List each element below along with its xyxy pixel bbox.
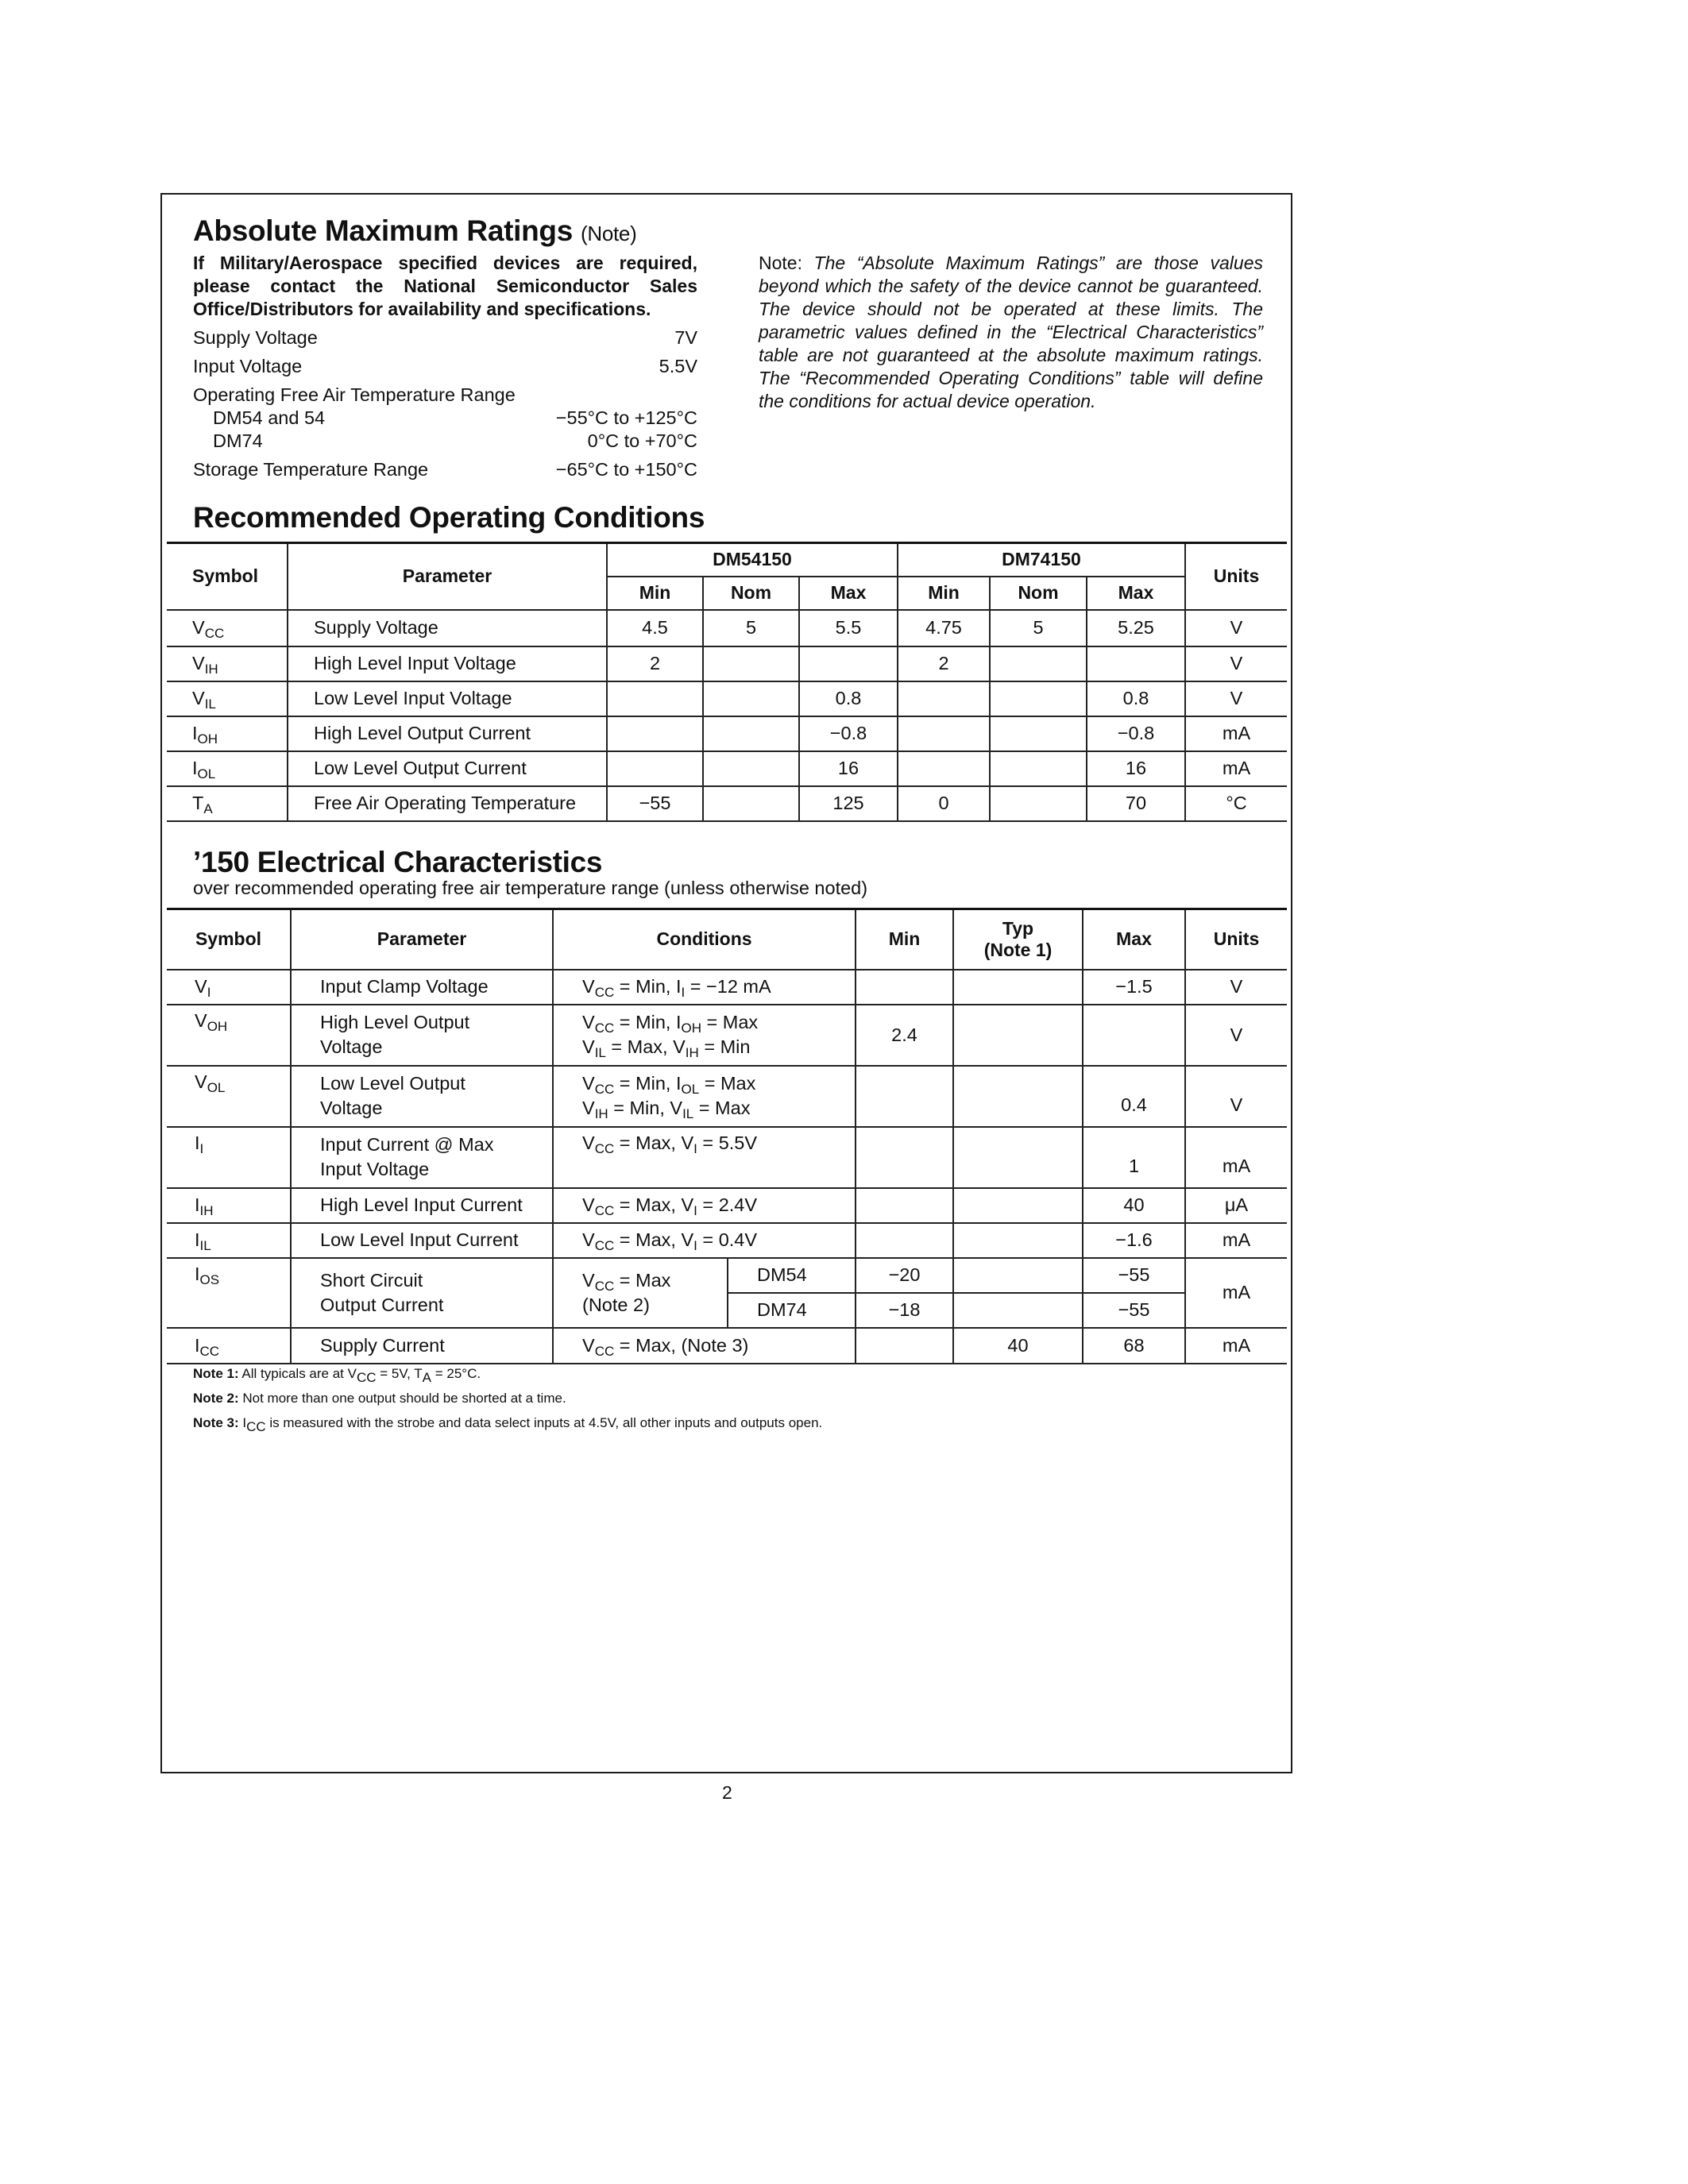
ec-typ [953,1066,1083,1127]
roc-dm74-max: 16 [1087,751,1185,786]
ec-row-voh [167,1005,1287,1066]
roc-header-symbol: Symbol [167,543,288,610]
ec-parameter: Input Current @ Max Input Voltage [291,1127,553,1188]
roc-title: Recommended Operating Conditions [193,501,705,534]
ec-parameter: High Level Input Current [291,1188,553,1223]
roc-dm74-max: −0.8 [1087,716,1185,751]
ec-header-symbol: Symbol [167,909,291,970]
roc-header-dm74150: DM74150 [898,543,1185,577]
roc-symbol: $V_{IL}$ [167,681,288,716]
page-number: 2 [722,1782,732,1803]
roc-dm74-min [898,751,990,786]
note-1: Note 1: All typicals are at $V_{CC} = 5V$, $T_A = 25^\circ C$. [193,1366,481,1385]
ec-conditions: $V_{CC}$ = Max, $V_I = 5.5V$ [553,1127,856,1188]
ec-units: mA [1185,1328,1287,1364]
roc-parameter: High Level Input Voltage [288,646,607,681]
dm54-temp-label: DM54 and 54 [213,407,326,428]
ec-typ [953,970,1083,1005]
ec-max: 1 [1083,1127,1185,1188]
roc-dm54-max: −0.8 [799,716,898,751]
roc-row [167,716,1287,751]
ec-row-ios [167,1258,1287,1293]
roc-dm74-max: 70 [1087,786,1185,821]
ec-conditions: $V_{CC}$ = Min, $I_{OL}$ = Max $V_{IH}$ = Min, $V_{IL}$ = Max [553,1066,856,1127]
roc-dm54-min: 2 [607,646,703,681]
roc-header-dm54150: DM54150 [607,543,898,577]
ec-typ [953,1005,1083,1066]
ec-row-vol [167,1066,1287,1127]
roc-dm54-max: 5.5 [799,610,898,646]
ec-table [167,908,1287,1364]
dm74-temp-value: 0°C to +70°C [587,430,697,451]
roc-dm74-nom [990,751,1087,786]
roc-row [167,646,1287,681]
ec-units: μA [1185,1188,1287,1223]
roc-header-units: Units [1185,543,1287,610]
roc-dm74-max: 5.25 [1087,610,1185,646]
roc-row [167,751,1287,786]
ec-units: V [1185,1066,1287,1127]
amr-title-text: Absolute Maximum Ratings [193,214,573,247]
ec-parameter: Short Circuit Output Current [291,1258,553,1328]
roc-parameter: Low Level Output Current [288,751,607,786]
roc-dm54-max: 125 [799,786,898,821]
amr-title-note: (Note) [580,222,637,245]
roc-dm54-min: 4.5 [607,610,703,646]
ec-typ: 40 [953,1328,1083,1364]
op-temp-label: Operating Free Air Temperature Range [193,384,516,405]
note-2: Note 2: Not more than one output should be shorted at a time. [193,1391,566,1406]
roc-units: V [1185,681,1287,716]
roc-symbol: $V_{CC}$ [167,610,288,646]
roc-dm54-nom [703,681,799,716]
ec-min [856,1188,953,1223]
ec-min [856,1066,953,1127]
dm74-temp-label: DM74 [213,430,263,451]
roc-dm74-min [898,716,990,751]
storage-temp-label: Storage Temperature Range [193,459,429,480]
roc-dm74-min: 0 [898,786,990,821]
roc-header-nom: Nom [990,577,1087,610]
roc-dm74-max [1087,646,1185,681]
roc-dm74-nom [990,786,1087,821]
ec-row-icc [167,1328,1287,1364]
roc-symbol: $I_{OL}$ [167,751,288,786]
ec-units: mA [1185,1258,1287,1328]
storage-temp-value: −65°C to +150°C [555,459,697,480]
ec-max: −55 [1083,1258,1185,1293]
ec-typ [953,1223,1083,1258]
ec-max: 68 [1083,1328,1185,1364]
ec-header-typ [953,909,1083,970]
ec-max: −55 [1083,1293,1185,1328]
roc-dm74-nom [990,681,1087,716]
ec-parameter: High Level Output Voltage [291,1005,553,1066]
ec-row-iil [167,1223,1287,1258]
amr-title [193,214,636,248]
ec-subtitle: over recommended operating free air temperature range (unless otherwise noted) [193,878,868,898]
ec-max: 40 [1083,1188,1185,1223]
ec-typ [953,1293,1083,1328]
ec-header-parameter: Parameter [291,909,553,970]
ec-title: ’150 Electrical Characteristics [193,846,603,878]
roc-dm74-min: 4.75 [898,610,990,646]
ec-header-conditions: Conditions [553,909,856,970]
input-voltage-value: 5.5V [659,356,697,376]
roc-symbol: $V_{IH}$ [167,646,288,681]
roc-dm74-nom [990,646,1087,681]
input-voltage-label: Input Voltage [193,356,303,376]
ec-symbol: $V_{OL}$ [167,1066,291,1127]
roc-dm54-max: 16 [799,751,898,786]
roc-table [167,542,1287,822]
ec-parameter: Low Level Output Voltage [291,1066,553,1127]
amr-note-text: The “Absolute Maximum Ratings” are those values beyond which the safety of the device cannot be guaranteed. The device should not be operated at these limits. The parametric values defined in the “Electrical Characteristics” table are not guaranteed at the absolute maximum ratings. The “Recommended Operating Conditions” table will define the conditions for actual device operation. [759,253,1263,411]
roc-units: V [1185,610,1287,646]
ec-units: V [1185,970,1287,1005]
ec-typ [953,1127,1083,1188]
roc-header-max: Max [799,577,898,610]
roc-symbol: $T_A$ [167,786,288,821]
amr-note [759,252,1263,413]
roc-dm54-max: 0.8 [799,681,898,716]
ec-units: V [1185,1005,1287,1066]
supply-voltage-label: Supply Voltage [193,327,318,348]
roc-dm74-max: 0.8 [1087,681,1185,716]
roc-dm54-nom [703,786,799,821]
roc-dm54-max [799,646,898,681]
roc-row [167,786,1287,821]
roc-dm54-nom [703,751,799,786]
ec-max: −1.5 [1083,970,1185,1005]
ec-conditions: $V_{CC}$ = Max, $V_I = 0.4V$ [553,1223,856,1258]
ec-symbol: $V_I$ [167,970,291,1005]
ec-device-dm54: DM54 [728,1258,856,1293]
ec-header-max: Max [1083,909,1185,970]
roc-symbol: $I_{OH}$ [167,716,288,751]
ec-header-min: Min [856,909,953,970]
ec-min: 2.4 [856,1005,953,1066]
ec-min: −18 [856,1293,953,1328]
roc-dm54-min [607,751,703,786]
roc-dm54-min [607,681,703,716]
roc-header-min: Min [607,577,703,610]
roc-parameter: High Level Output Current [288,716,607,751]
ec-units: mA [1185,1127,1287,1188]
ec-header-typ-label: Typ [1002,917,1034,939]
roc-units: mA [1185,751,1287,786]
ec-row-iih [167,1188,1287,1223]
ec-conditions: $V_{CC}$ = Max, $V_I = 2.4V$ [553,1188,856,1223]
ec-min: −20 [856,1258,953,1293]
ec-typ [953,1258,1083,1293]
ec-min [856,1223,953,1258]
ec-min [856,970,953,1005]
roc-header-parameter: Parameter [288,543,607,610]
roc-parameter: Free Air Operating Temperature [288,786,607,821]
military-notice: If Military/Aerospace specified devices are required, please contact the National Semiconductor Sales Office/Distributors for availability and specifications. [193,253,697,319]
roc-dm54-nom [703,646,799,681]
roc-units: °C [1185,786,1287,821]
ec-symbol: $I_I$ [167,1127,291,1188]
ec-row-ii [167,1127,1287,1188]
roc-dm54-min: −55 [607,786,703,821]
ec-min [856,1127,953,1188]
ec-symbol: $I_{IL}$ [167,1223,291,1258]
roc-header-max: Max [1087,577,1185,610]
ec-conditions: $V_{CC}$ = Max (Note 2) [553,1258,728,1328]
roc-dm74-nom: 5 [990,610,1087,646]
roc-row [167,681,1287,716]
roc-units: mA [1185,716,1287,751]
amr-note-prefix: Note: [759,253,802,273]
roc-dm54-min [607,716,703,751]
ec-max [1083,1005,1185,1066]
roc-units: V [1185,646,1287,681]
supply-voltage-value: 7V [674,327,697,348]
roc-dm74-min [898,681,990,716]
ec-min [856,1328,953,1364]
roc-row [167,610,1287,646]
ec-row-vi [167,970,1287,1005]
ec-symbol: $V_{OH}$ [167,1005,291,1066]
ec-conditions: $V_{CC}$ = Min, $I_{OH}$ = Max $V_{IL}$ = Max, $V_{IH}$ = Min [553,1005,856,1066]
ec-symbol: $I_{OS}$ [167,1258,291,1328]
roc-dm74-nom [990,716,1087,751]
ec-parameter: Low Level Input Current [291,1223,553,1258]
ec-conditions: $V_{CC}$ = Min, $I_I = -12$ mA [553,970,856,1005]
ec-header-typ-note: (Note 1) [983,939,1053,960]
ec-typ [953,1188,1083,1223]
ec-symbol: $I_{IH}$ [167,1188,291,1223]
ec-max: −1.6 [1083,1223,1185,1258]
roc-parameter: Low Level Input Voltage [288,681,607,716]
ec-units: mA [1185,1223,1287,1258]
note-3: Note 3: $I_{CC}$ is measured with the strobe and data select inputs at 4.5V, all other inputs and outputs open. [193,1415,823,1434]
ec-conditions: $V_{CC}$ = Max, (Note 3) [553,1328,856,1364]
ec-max: 0.4 [1083,1066,1185,1127]
roc-dm54-nom [703,716,799,751]
ec-device-dm74: DM74 [728,1293,856,1328]
roc-dm74-min: 2 [898,646,990,681]
dm54-temp-value: −55°C to +125°C [555,407,697,428]
roc-header-nom: Nom [703,577,799,610]
roc-header-min: Min [898,577,990,610]
roc-dm54-nom: 5 [703,610,799,646]
ec-symbol: $I_{CC}$ [167,1328,291,1364]
ec-header-units: Units [1185,909,1287,970]
roc-parameter: Supply Voltage [288,610,607,646]
ec-parameter: Input Clamp Voltage [291,970,553,1005]
ec-parameter: Supply Current [291,1328,553,1364]
